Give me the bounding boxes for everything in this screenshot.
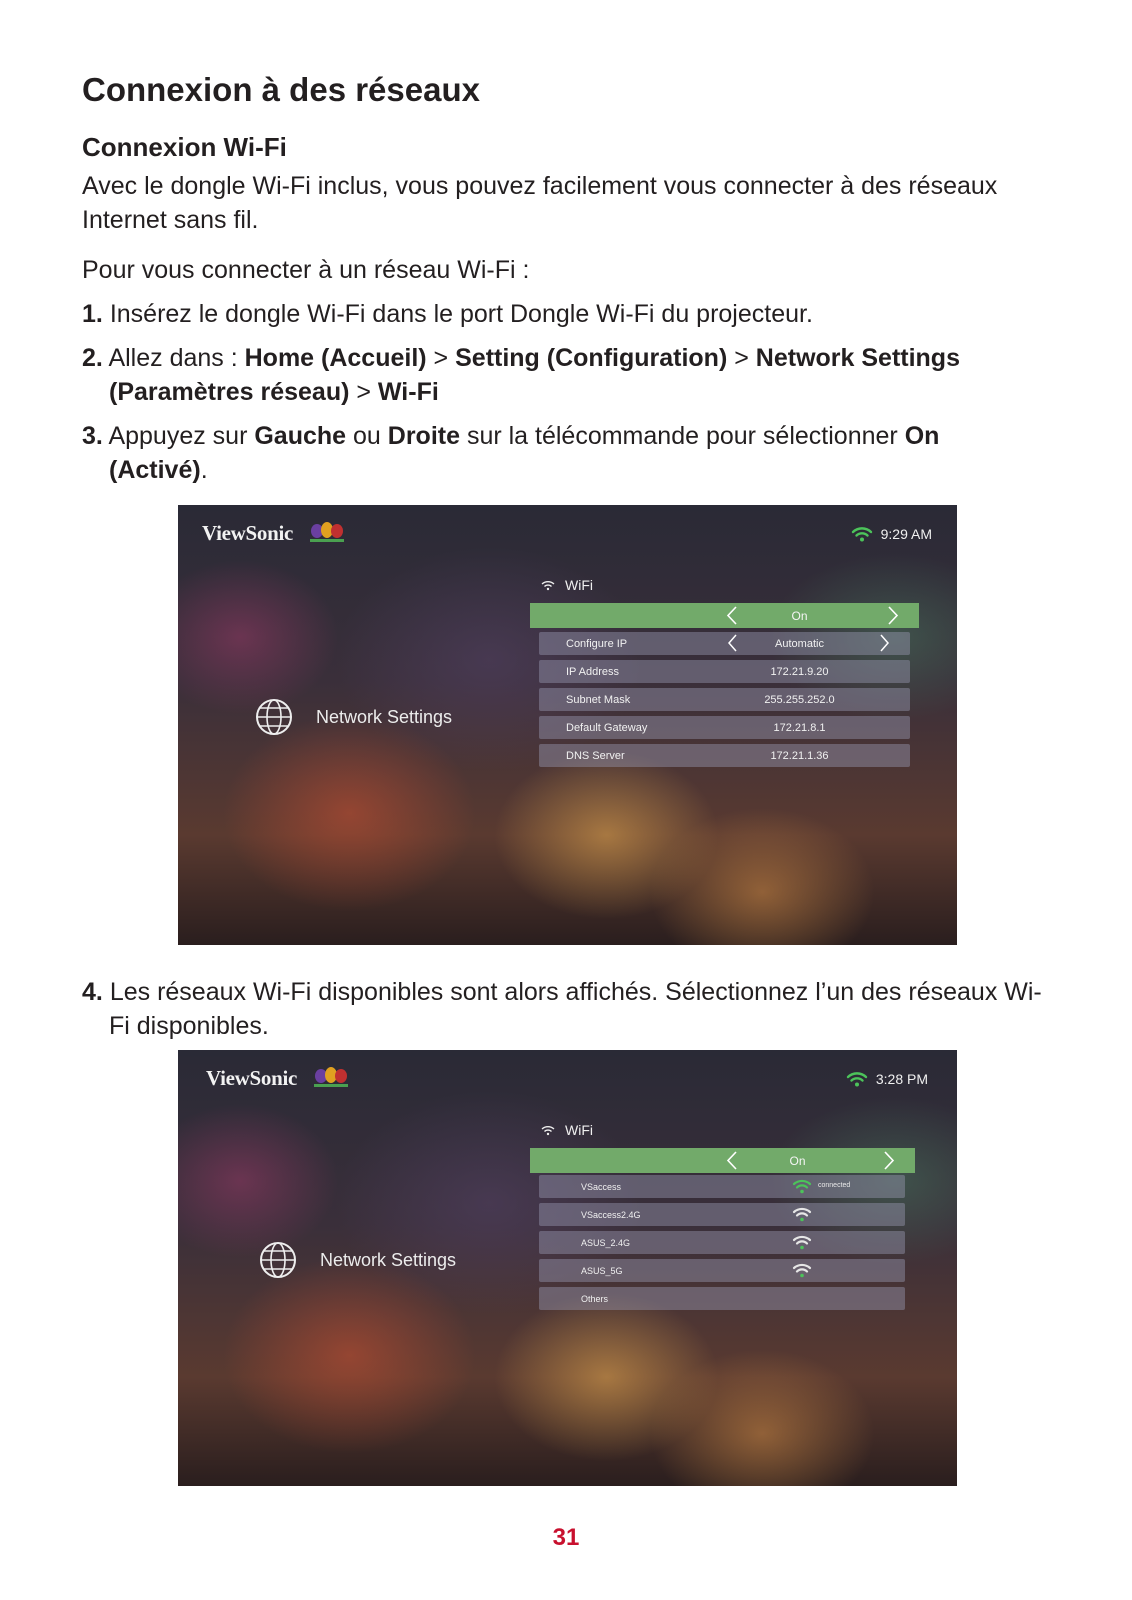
path-separator: >	[349, 377, 378, 406]
step-text: .	[200, 455, 208, 484]
row-label: DNS Server	[566, 749, 625, 762]
globe-icon	[258, 1240, 298, 1280]
page-number: 31	[552, 1524, 580, 1551]
row-label: IP Address	[566, 665, 619, 678]
chevron-right-icon[interactable]	[883, 1151, 895, 1170]
row-value: 172.21.9.20	[770, 665, 829, 678]
menu-path-wifi: Wi-Fi	[377, 377, 439, 406]
step-text: ou	[346, 421, 388, 450]
row-label: Configure IP	[566, 637, 628, 650]
page-title: Connexion à des réseaux	[82, 71, 480, 108]
network-details-list	[539, 632, 910, 772]
wifi-signal-icon	[792, 1261, 812, 1279]
wifi-toggle[interactable]	[530, 1148, 915, 1173]
birds-logo-icon	[308, 519, 346, 545]
step-number: 1.	[82, 299, 103, 328]
option-on: On (Activé)	[109, 421, 940, 484]
birds-logo-icon	[312, 1064, 350, 1090]
network-settings-label: Network Settings	[316, 706, 453, 727]
menu-path-home: Home (Accueil)	[244, 343, 427, 372]
document-page-lower	[82, 975, 1042, 1053]
section-subtitle: Connexion Wi-Fi	[82, 131, 287, 162]
wifi-header	[541, 1122, 593, 1138]
wifi-header	[541, 577, 593, 593]
status-clock	[851, 525, 932, 543]
wifi-toggle-value: On	[791, 609, 808, 623]
step-number: 4.	[82, 978, 103, 1006]
wifi-signal-icon	[792, 1233, 812, 1251]
wifi-signal-icon	[851, 525, 873, 543]
wifi-signal-icon	[846, 1070, 868, 1088]
status-clock	[846, 1070, 928, 1088]
step-text: Appuyez sur	[108, 421, 255, 450]
wifi-label: WiFi	[565, 1122, 593, 1138]
network-item-asus-5g[interactable]	[539, 1259, 905, 1282]
step-1	[82, 297, 1042, 331]
network-settings-menu[interactable]	[254, 697, 452, 737]
wifi-toggle[interactable]	[530, 603, 919, 628]
wifi-signal-icon	[792, 1205, 812, 1223]
network-name: Others	[581, 1293, 609, 1304]
key-right: Droite	[387, 421, 460, 450]
network-item-asus-2-4g[interactable]	[539, 1231, 905, 1254]
row-value: 172.21.1.36	[770, 749, 829, 762]
clock-time: 9:29 AM	[880, 526, 932, 542]
lead-paragraph: Pour vous connecter à un réseau Wi-Fi :	[82, 255, 530, 284]
wifi-icon	[541, 1125, 555, 1136]
screenshot-wifi-networks	[178, 1050, 957, 1486]
connection-status: connected	[818, 1182, 851, 1189]
step-text: Allez dans :	[108, 343, 245, 372]
step-text: Insérez le dongle Wi-Fi dans le port Dongle Wi-Fi du projecteur.	[109, 299, 813, 328]
wifi-signal-icon	[792, 1177, 812, 1195]
row-dns-server[interactable]	[539, 744, 910, 767]
row-value: 172.21.8.1	[773, 721, 826, 734]
row-subnet-mask[interactable]	[539, 688, 910, 711]
row-ip-address[interactable]	[539, 660, 910, 683]
network-name: ASUS_5G	[581, 1265, 623, 1276]
row-label: Subnet Mask	[566, 693, 631, 706]
step-2	[82, 341, 1042, 409]
chevron-right-icon[interactable]	[887, 606, 899, 625]
step-text: Les réseaux Wi-Fi disponibles sont alors affichés. Sélectionnez l’un des réseaux Wi-Fi disponibles.	[109, 978, 1042, 1040]
wifi-icon	[541, 580, 555, 591]
menu-path-setting: Setting (Configuration)	[455, 343, 728, 372]
clock-time: 3:28 PM	[875, 1071, 928, 1087]
step-3	[82, 419, 1042, 487]
key-left: Gauche	[254, 421, 347, 450]
step-number: 3.	[82, 421, 103, 450]
step-4	[82, 975, 1042, 1043]
path-separator: >	[727, 343, 756, 372]
row-label: Default Gateway	[566, 721, 648, 734]
network-item-others[interactable]	[539, 1287, 905, 1310]
network-item-vsaccess[interactable]	[539, 1175, 905, 1198]
network-item-vsaccess2-4g[interactable]	[539, 1203, 905, 1226]
wifi-label: WiFi	[565, 577, 593, 593]
screenshot-wifi-settings	[178, 505, 957, 945]
globe-icon	[254, 697, 294, 737]
step-number: 2.	[82, 343, 103, 372]
wifi-toggle-value: On	[789, 1154, 806, 1168]
chevron-right-icon[interactable]	[879, 633, 890, 653]
row-configure-ip[interactable]	[539, 632, 910, 655]
wifi-network-list	[539, 1175, 905, 1315]
network-settings-label: Network Settings	[320, 1249, 457, 1270]
intro-paragraph: Avec le dongle Wi-Fi inclus, vous pouvez facilement vous connecter à des réseaux Internet sans fil.	[82, 171, 998, 234]
step-text: sur la télécommande pour sélectionner	[460, 421, 905, 450]
path-separator: >	[426, 343, 456, 372]
menu-path-network: Network Settings (Paramètres réseau)	[109, 343, 960, 406]
network-name: VSaccess	[581, 1181, 622, 1192]
brand-logo: ViewSonic	[206, 1066, 298, 1090]
row-value: 255.255.252.0	[764, 693, 835, 706]
network-name: VSaccess2.4G	[581, 1209, 641, 1220]
document-page	[82, 70, 1042, 497]
network-name: ASUS_2.4G	[581, 1237, 631, 1248]
row-default-gateway[interactable]	[539, 716, 910, 739]
brand-logo: ViewSonic	[202, 521, 294, 545]
row-value: Automatic	[775, 637, 824, 650]
network-settings-menu[interactable]	[258, 1240, 456, 1280]
